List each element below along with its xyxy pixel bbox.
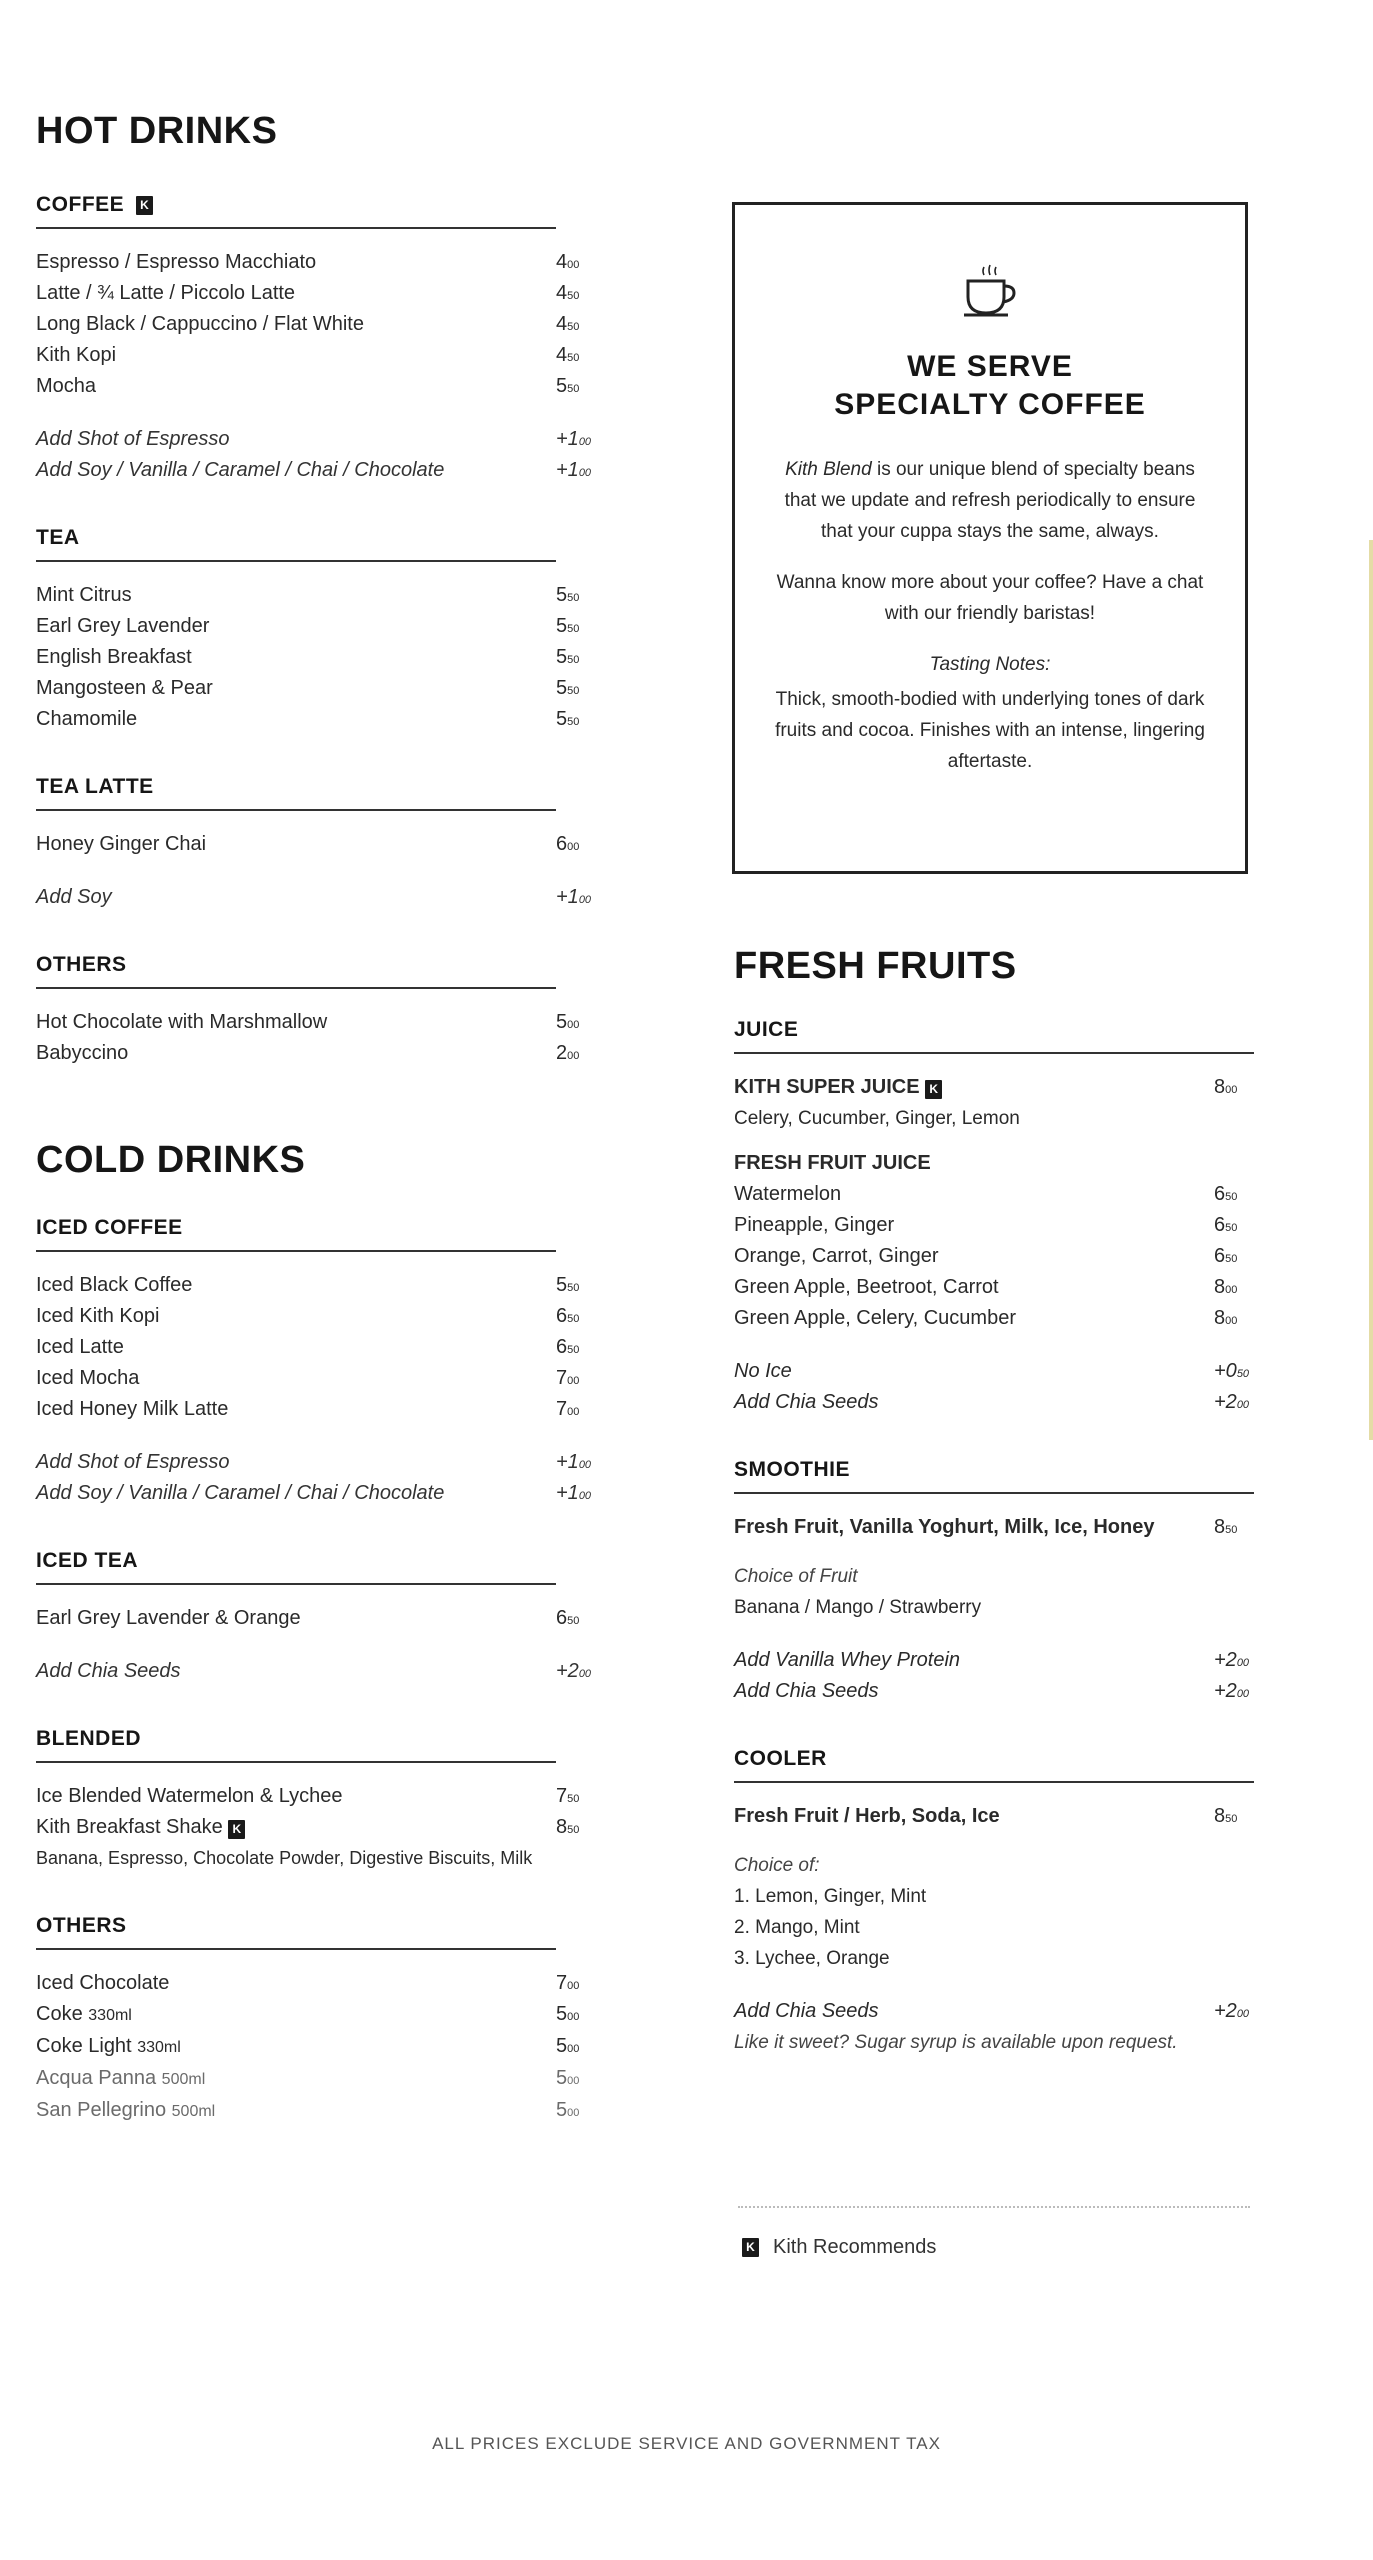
addon-name: Add Chia Seeds <box>734 2000 879 2022</box>
item-name: English Breakfast <box>36 646 192 668</box>
menu-item <box>734 1303 1254 1334</box>
item-price: $8^{50}$ <box>1214 1805 1238 1827</box>
item-price: $7^{00}$ <box>556 1398 580 1420</box>
page-edge-shadow <box>1369 540 1373 1440</box>
iced-tea-heading: ICED TEA <box>36 1549 556 1585</box>
item-name: Watermelon <box>734 1183 842 1205</box>
item-price: $5^{00}$ <box>556 2003 580 2025</box>
kith-recommends-icon: K <box>925 1080 942 1099</box>
item-name: San Pellegrino 500ml <box>36 2099 216 2121</box>
cooler-choice-label: Choice of: <box>734 1855 820 1876</box>
addon-item <box>36 882 616 913</box>
addon-price: $+2^{00}$ <box>1214 2000 1250 2022</box>
item-price: $+1^{00}$ <box>556 1451 592 1473</box>
menu-item <box>36 2063 616 2095</box>
menu-item <box>36 1812 616 1843</box>
item-name: Add Chia Seeds <box>734 1391 879 1413</box>
blended-heading: BLENDED <box>36 1727 556 1763</box>
item-name: Iced Mocha <box>36 1367 140 1389</box>
item-price: $+2^{00}$ <box>1214 1649 1250 1671</box>
item-price: $5^{50}$ <box>556 615 580 637</box>
item-price: $7^{00}$ <box>556 1367 580 1389</box>
item-name: Iced Honey Milk Latte <box>36 1398 229 1420</box>
menu-item <box>36 704 616 735</box>
item-price: $8^{50}$ <box>1214 1516 1238 1538</box>
tea-latte-heading: TEA LATTE <box>36 775 556 811</box>
juice-section <box>734 1018 1254 1418</box>
item-price: $5^{00}$ <box>556 1011 580 1033</box>
item-size: 500ml <box>161 2071 206 2088</box>
menu-item <box>36 2031 616 2063</box>
item-price: $5^{50}$ <box>556 1274 580 1296</box>
barista-prompt: Wanna know more about your coffee? Have a chat with our friendly baristas! <box>776 572 1204 624</box>
menu-item <box>36 1007 616 1038</box>
menu-item <box>36 580 616 611</box>
item-price: $5^{00}$ <box>556 2035 580 2057</box>
item-name: Earl Grey Lavender <box>36 615 210 637</box>
menu-item <box>36 1394 616 1425</box>
item-name: Green Apple, Beetroot, Carrot <box>734 1276 999 1298</box>
specialty-coffee-title: WE SERVE SPECIALTY COFFEE <box>834 350 1146 421</box>
item-price: $6^{00}$ <box>556 833 580 855</box>
item-price: $7^{50}$ <box>556 1785 580 1807</box>
item-size: 330ml <box>137 2039 181 2056</box>
menu-item <box>36 1270 616 1301</box>
item-name: Espresso / Espresso Macchiato <box>36 251 317 273</box>
legend <box>742 2236 936 2259</box>
item-name: Babyccino <box>36 1042 129 1064</box>
item-name: Kith Kopi <box>36 344 117 366</box>
menu-item <box>734 1241 1254 1272</box>
menu-item <box>36 642 616 673</box>
item-price: $5^{00}$ <box>556 2067 580 2089</box>
item-name: Add Soy / Vanilla / Caramel / Chai / Chocolate <box>36 459 445 481</box>
cooler-section <box>734 1747 1254 2058</box>
item-name: Pineapple, Ginger <box>734 1214 895 1236</box>
addon-item <box>36 424 616 455</box>
menu-item <box>36 611 616 642</box>
item-price: $8^{00}$ <box>1214 1076 1238 1098</box>
item-name: No Ice <box>734 1360 792 1382</box>
item-name: KITH SUPER JUICE K <box>734 1072 942 1103</box>
item-name: Add Shot of Espresso <box>36 428 230 450</box>
item-price: $5^{00}$ <box>556 2099 580 2121</box>
item-name: Add Vanilla Whey Protein <box>734 1649 961 1671</box>
item-name: Ice Blended Watermelon & Lychee <box>36 1785 343 1807</box>
item-name: Chamomile <box>36 708 138 730</box>
menu-item <box>36 1363 616 1394</box>
item-price: $+2^{00}$ <box>1214 1680 1250 1702</box>
item-price: $+1^{00}$ <box>556 428 592 450</box>
cooler-heading: COOLER <box>734 1747 1254 1783</box>
cooler-item <box>734 1801 1254 1832</box>
juice-heading: JUICE <box>734 1018 1254 1054</box>
item-name: Orange, Carrot, Ginger <box>734 1245 939 1267</box>
item-name: Mocha <box>36 375 97 397</box>
item-name: Kith Breakfast Shake K <box>36 1812 245 1843</box>
menu-item <box>36 1038 616 1069</box>
cooler-choice: 1. Lemon, Ginger, Mint <box>734 1886 927 1907</box>
addon-item <box>734 1645 1254 1676</box>
menu-item <box>36 371 616 402</box>
item-name: Earl Grey Lavender & Orange <box>36 1607 301 1629</box>
menu-item <box>734 1179 1254 1210</box>
right-column <box>734 945 1254 2058</box>
fresh-fruit-juice-heading: FRESH FRUIT JUICE <box>734 1152 931 1174</box>
item-price: $6^{50}$ <box>556 1305 580 1327</box>
addon-item <box>36 1447 616 1478</box>
item-price: $+1^{00}$ <box>556 1482 592 1504</box>
menu-item <box>36 1968 616 1999</box>
item-price: $4^{50}$ <box>556 282 580 304</box>
item-name: Iced Kith Kopi <box>36 1305 160 1327</box>
item-name: Add Shot of Espresso <box>36 1451 230 1473</box>
tea-section <box>36 526 616 735</box>
tea-heading: TEA <box>36 526 556 562</box>
kith-recommends-icon: K <box>136 196 153 215</box>
item-price: $4^{00}$ <box>556 251 580 273</box>
item-price: $6^{50}$ <box>1214 1183 1238 1205</box>
fresh-fruits-title: FRESH FRUITS <box>734 945 1017 987</box>
smoothie-choice-label: Choice of Fruit <box>734 1566 858 1587</box>
addon-item <box>36 1478 616 1509</box>
cold-drinks-title: COLD DRINKS <box>36 1139 306 1181</box>
kith-recommends-icon: K <box>228 1820 245 1839</box>
menu-item <box>36 829 616 860</box>
item-price: $+0^{50}$ <box>1214 1360 1250 1382</box>
item-price: $5^{50}$ <box>556 584 580 606</box>
addon-item <box>734 1387 1254 1418</box>
smoothie-choice: Banana / Mango / Strawberry <box>734 1597 982 1618</box>
item-name: Coke 330ml <box>36 2003 132 2025</box>
menu-item <box>36 1999 616 2031</box>
item-name: Coke Light 330ml <box>36 2035 181 2057</box>
cooler-choice: 3. Lychee, Orange <box>734 1948 890 1969</box>
menu-item <box>734 1210 1254 1241</box>
legend-label: Kith Recommends <box>773 2236 937 2258</box>
coffee-heading <box>36 193 556 229</box>
item-name: Mangosteen & Pear <box>36 677 213 699</box>
cooler-addon <box>734 1996 1254 2027</box>
addon-item <box>36 455 616 486</box>
iced-tea-section <box>36 1549 616 1687</box>
menu-item <box>36 309 616 340</box>
item-name: Latte / ¾ Latte / Piccolo Latte <box>36 282 296 304</box>
menu-item <box>36 673 616 704</box>
hot-drinks-title: HOT DRINKS <box>36 110 278 152</box>
smoothie-item <box>734 1512 1254 1543</box>
item-price: $6^{50}$ <box>1214 1214 1238 1236</box>
smoothie-heading: SMOOTHIE <box>734 1458 1254 1494</box>
item-name: Add Soy / Vanilla / Caramel / Chai / Chocolate <box>36 1482 445 1504</box>
coffee-section <box>36 193 616 486</box>
smoothie-section <box>734 1458 1254 1707</box>
tasting-notes-label: Tasting Notes: <box>929 654 1051 675</box>
super-juice-item <box>734 1072 1254 1103</box>
sugar-syrup-note: Like it sweet? Sugar syrup is available upon request. <box>734 2032 1178 2053</box>
iced-coffee-heading: ICED COFFEE <box>36 1216 556 1252</box>
cooler-choice: 2. Mango, Mint <box>734 1917 860 1938</box>
iced-coffee-section <box>36 1216 616 1509</box>
item-price: $8^{00}$ <box>1214 1276 1238 1298</box>
menu-item <box>36 247 616 278</box>
coffee-heading-label: COFFEE <box>36 193 125 216</box>
item-name: Honey Ginger Chai <box>36 833 207 855</box>
cold-others-section <box>36 1914 616 2127</box>
item-name: Iced Chocolate <box>36 1972 170 1994</box>
item-name: Add Soy <box>36 886 112 908</box>
specialty-coffee-box <box>732 202 1248 874</box>
left-column <box>36 110 616 2127</box>
item-name: Iced Black Coffee <box>36 1274 193 1296</box>
addon-item <box>36 1656 616 1687</box>
hot-others-heading: OTHERS <box>36 953 556 989</box>
addon-item <box>734 1356 1254 1387</box>
item-price: $5^{50}$ <box>556 677 580 699</box>
item-price: $5^{50}$ <box>556 646 580 668</box>
item-price: $4^{50}$ <box>556 344 580 366</box>
item-name: Add Chia Seeds <box>36 1660 181 1682</box>
item-size: 500ml <box>171 2103 216 2120</box>
menu-item <box>36 340 616 371</box>
cold-others-heading: OTHERS <box>36 1914 556 1950</box>
tea-latte-section <box>36 775 616 913</box>
hot-others-section <box>36 953 616 1069</box>
addon-item <box>734 1676 1254 1707</box>
coffee-cup-icon <box>960 263 1020 323</box>
item-price: $8^{50}$ <box>556 1816 580 1838</box>
item-name: Add Chia Seeds <box>734 1680 879 1702</box>
item-price: $6^{50}$ <box>556 1336 580 1358</box>
item-name: Mint Citrus <box>36 584 132 606</box>
item-name: Fresh Fruit / Herb, Soda, Ice <box>734 1805 1000 1827</box>
tasting-notes: Thick, smooth-bodied with underlying tones of dark fruits and cocoa. Finishes with an intense, lingering aftertaste. <box>775 689 1205 772</box>
menu-item <box>36 1332 616 1363</box>
kith-blend-description: Kith Blend is our unique blend of specialty beans that we update and refresh periodically to ensure that your cuppa stays the same, always. <box>784 459 1196 542</box>
menu-item <box>36 278 616 309</box>
item-price: $5^{50}$ <box>556 375 580 397</box>
item-name: Green Apple, Celery, Cucumber <box>734 1307 1016 1329</box>
item-price: $5^{50}$ <box>556 708 580 730</box>
blended-section <box>36 1727 616 1874</box>
menu-item <box>36 1781 616 1812</box>
item-price: $8^{00}$ <box>1214 1307 1238 1329</box>
item-name: Long Black / Cappuccino / Flat White <box>36 313 364 335</box>
item-price: $6^{50}$ <box>556 1607 580 1629</box>
item-price: $+1^{00}$ <box>556 886 592 908</box>
item-price: $4^{50}$ <box>556 313 580 335</box>
item-name: Fresh Fruit, Vanilla Yoghurt, Milk, Ice, Honey <box>734 1516 1155 1538</box>
menu-item <box>36 2095 616 2127</box>
item-description: Banana, Espresso, Chocolate Powder, Digestive Biscuits, Milk <box>36 1848 533 1868</box>
item-price: $6^{50}$ <box>1214 1245 1238 1267</box>
item-price: $+2^{00}$ <box>1214 1391 1250 1413</box>
super-juice-desc: Celery, Cucumber, Ginger, Lemon <box>734 1108 1020 1129</box>
tax-disclaimer: ALL PRICES EXCLUDE SERVICE AND GOVERNMENT TAX <box>432 2434 941 2453</box>
item-price: $+1^{00}$ <box>556 459 592 481</box>
menu-item <box>36 1603 616 1634</box>
item-name: Acqua Panna 500ml <box>36 2067 206 2089</box>
item-price: $+2^{00}$ <box>556 1660 592 1682</box>
item-price: $7^{00}$ <box>556 1972 580 1994</box>
item-name: Hot Chocolate with Marshmallow <box>36 1011 328 1033</box>
kith-recommends-icon: K <box>742 2238 759 2257</box>
menu-item <box>734 1272 1254 1303</box>
item-price: $2^{00}$ <box>556 1042 580 1064</box>
legend-divider <box>738 2206 1250 2208</box>
menu-item <box>36 1301 616 1332</box>
item-size: 330ml <box>88 2007 132 2024</box>
item-name: Iced Latte <box>36 1336 124 1358</box>
